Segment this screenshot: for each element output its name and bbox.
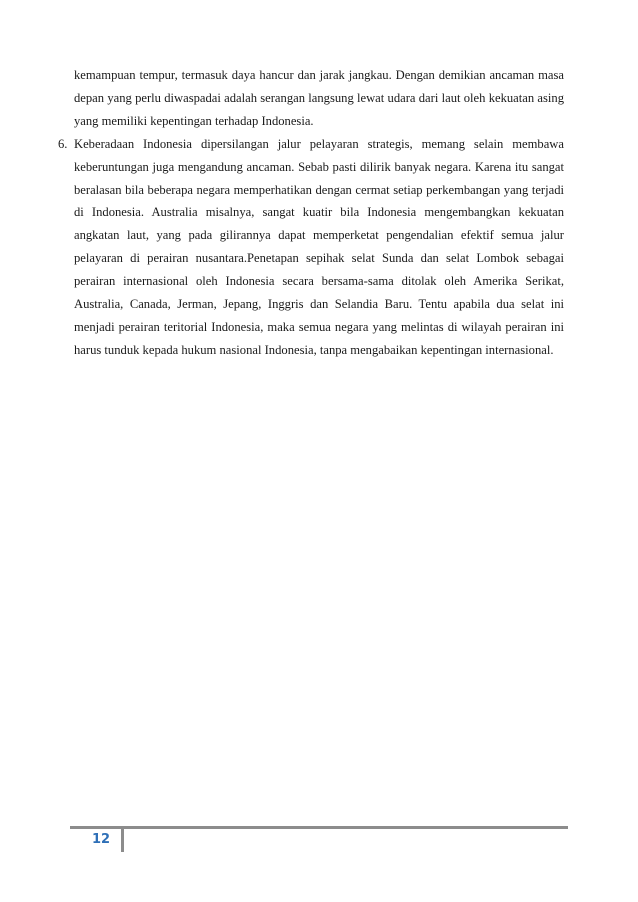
list-item-text: Keberadaan Indonesia dipersilangan jalur pelayaran strategis, memang selain membawa keberuntungan juga mengandung ancaman. Sebab pasti dilirik banyak negara. Karena itu sangat beralasan bila beberapa negara memperhatikan dengan cermat setiap perkembangan yang terjadi di Indonesia. Australia misalnya, sangat kuatir bila Indonesia mengembangkan kekuatan angkatan laut, yang pada gilirannya dapat memperketat pengendalian efektif semua jalur pelayaran di perairan nusantara.Penetapan sepihak selat Sunda dan selat Lombok sebagai perairan internasional oleh Indonesia secara bersama-sama ditolak oleh Amerika Serikat, Australia, Canada, Jerman, Jepang, Inggris dan Selandia Baru. Tentu apabila dua selat ini menjadi perairan teritorial Indonesia, maka semua negara yang melintas di wilayah perairan ini harus tunduk kepada hukum nasional Indonesia, tanpa mengabaikan kepentingan internasional.	[74, 136, 564, 357]
paragraph-continuation: kemampuan tempur, termasuk daya hancur dan jarak jangkau. Dengan demikian ancaman masa depan yang perlu diwaspadai adalah serangan langsung lewat udara dari laut oleh kekuatan asing yang memiliki kepentingan terhadap Indonesia.	[74, 68, 564, 128]
footer-rule	[70, 826, 568, 829]
footer-divider	[121, 828, 124, 852]
body-text	[58, 64, 564, 362]
page-number: 12	[92, 832, 111, 847]
list-item	[58, 133, 564, 362]
list-item-marker: 6.	[58, 136, 68, 151]
